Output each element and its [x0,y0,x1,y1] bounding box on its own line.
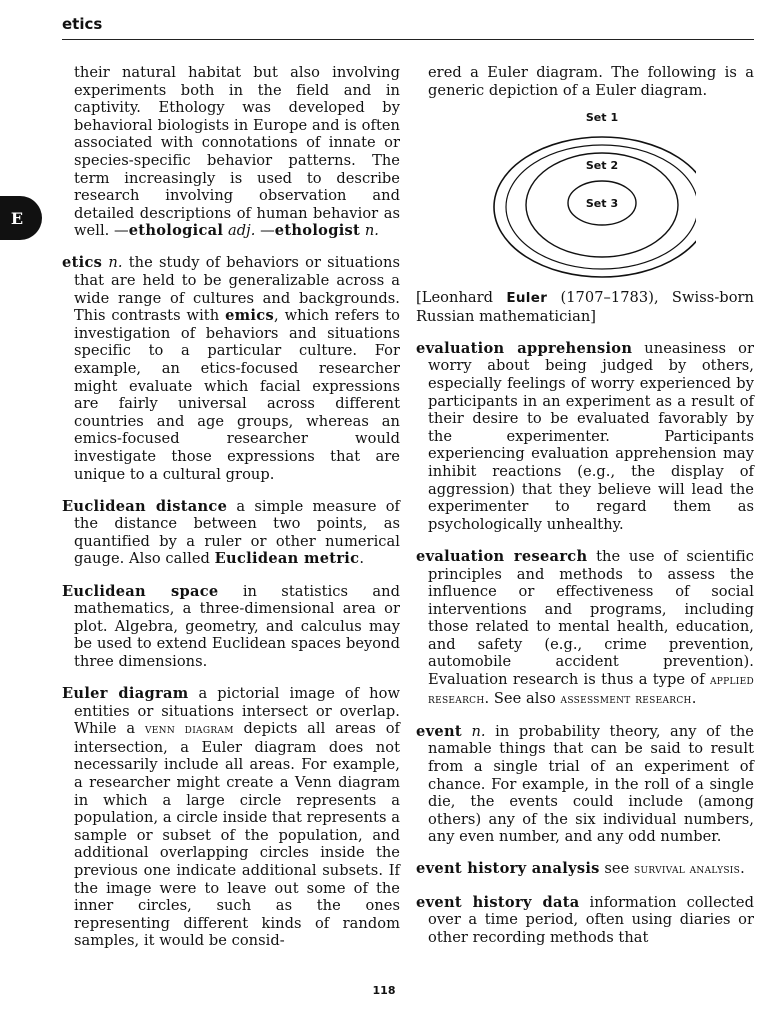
euler-biographical-note [416,289,754,325]
right-column [416,64,754,961]
part-of-speech: n. [364,222,379,240]
continued-text: their natural habitat but also involving experiments both in the field and in captivity. Ethology was developed by behavioral biologists in Europe and is often associated with connotations of innate or species-specific behavior patterns. The term increasingly is used to describe research involving observation and detailed descriptions of human behavior as well. — [74,64,400,240]
alternate-term: Euclidean metric [214,550,360,568]
entry-euclidean-space [62,583,400,671]
bio-text: (1707–1783), Swiss-born Russian mathematician] [416,289,755,325]
entry-etics [62,254,400,483]
set-3-label: Set 3 [585,197,619,211]
entry-ethology-continued [62,64,400,240]
definition-text: information collected over a time period, often using diaries or other recording methods that [428,893,754,946]
set-2-label: Set 2 [585,159,619,173]
derived-word-ethological: ethological [128,222,224,240]
bio-text: [Leonhard [416,289,507,307]
definition-text: in statistics and mathematics, a three-dimensional area or plot. Algebra, geometry, and calculus may be used to extend Euclidean spaces beyond three dimensions. [74,582,400,670]
definition-text: in probability theory, any of the namable things that can be said to result from a single trial of an experiment of chance. For example, in the roll of a single die, the events could include (among others) any of the six individual numbers, any even number, and any odd number. [428,722,754,846]
entry-evaluation-apprehension [416,340,754,534]
left-column [62,64,400,964]
definition-text: depicts all areas of intersection, a Euler diagram does not necessarily include all areas. For example, a researcher might create a Venn diagram in which a large circle represents a population, a circle inside that represents a sample or subset of the population, and additional overlapping circles inside the previous one indicate additional subsets. If the image were to leave out some of the inner circles, such as the ones representing different kinds of random samples, it would be consid- [74,720,400,950]
definition-text: uneasiness or worry about being judged by others, especially feelings of worry experienced by participants in an experiment as a result of their desire to be evaluated favorably by the experimenter. Participants experiencing evaluation apprehension may inhibit reactions (e.g., the display of aggression) that they believe will lead the experimenter to regard them as psychologically unhealthy. [428,339,755,533]
entry-evaluation-research [416,548,754,708]
headword: event history data [416,893,580,911]
part-of-speech: n. [108,254,123,272]
definition-text: the study of behaviors or situations that are held to be generalizable across a wide range of cultures and backgrounds. This contrasts with [74,254,400,325]
definition-text: a simple measure of the distance between two points, as quantified by a ruler or other numerical gauge. Also called [74,497,401,568]
header-rule [62,39,754,40]
definition-text: the use of scientific principles and methods to assess the influence or effectiveness of social interventions and programs, including those related to mental health, education, and safety (e.g., crime prevention, automobile accident prevention). Evaluation research is thus a type of [428,547,754,689]
entry-euler-diagram [62,685,400,950]
definition-text: . See also [484,689,561,707]
headword: evaluation research [416,547,588,565]
part-of-speech: n. [471,722,486,740]
related-term: emics [225,307,274,325]
dash: — [255,222,275,240]
definition-text: , which refers to investigation of behaviors and situations specific to a particular culture. For example, an etics-focused researcher might evaluate which facial expressions are fairly universal across different countries and age groups, whereas an emics-focused researcher would investigate those expressions that are unique to a cultural group. [74,307,400,483]
entry-event-history-analysis [416,860,754,879]
headword: Euclidean distance [62,497,228,515]
thumb-index-tab: E [0,196,42,240]
cross-reference[interactable]: venn diagram [144,721,234,738]
headword: Euler diagram [62,685,189,702]
punctuation: . [691,689,697,707]
entry-euler-diagram-continued: ered a Euler diagram. The following is a generic depiction of a Euler diagram. [428,64,754,99]
headword: Euclidean space [62,582,219,600]
cross-reference[interactable]: assessment research [560,690,692,707]
headword: etics [62,254,103,272]
cross-reference[interactable]: survival analysis [634,861,741,878]
headword: event [416,722,462,740]
entry-event-history-data [416,894,754,947]
euler-diagram-figure [456,107,696,283]
running-head: etics [62,15,103,33]
headword: evaluation apprehension [416,339,633,357]
entry-euclidean-distance [62,498,400,568]
entry-event [416,723,754,846]
definition-text: see [599,860,634,878]
cross-reference[interactable]: applied research [428,672,754,707]
person-name: Euler [506,290,548,307]
part-of-speech: adj. [227,222,256,240]
punctuation: . [740,860,745,878]
headword: event history analysis [416,860,600,878]
definition-text: a pictorial image of how entities or situations intersect or overlap. While a [74,685,400,738]
set-1-label: Set 1 [585,111,619,125]
page-number: 118 [372,984,396,997]
derived-word-ethologist: ethologist [274,222,361,240]
punctuation: . [359,550,365,568]
